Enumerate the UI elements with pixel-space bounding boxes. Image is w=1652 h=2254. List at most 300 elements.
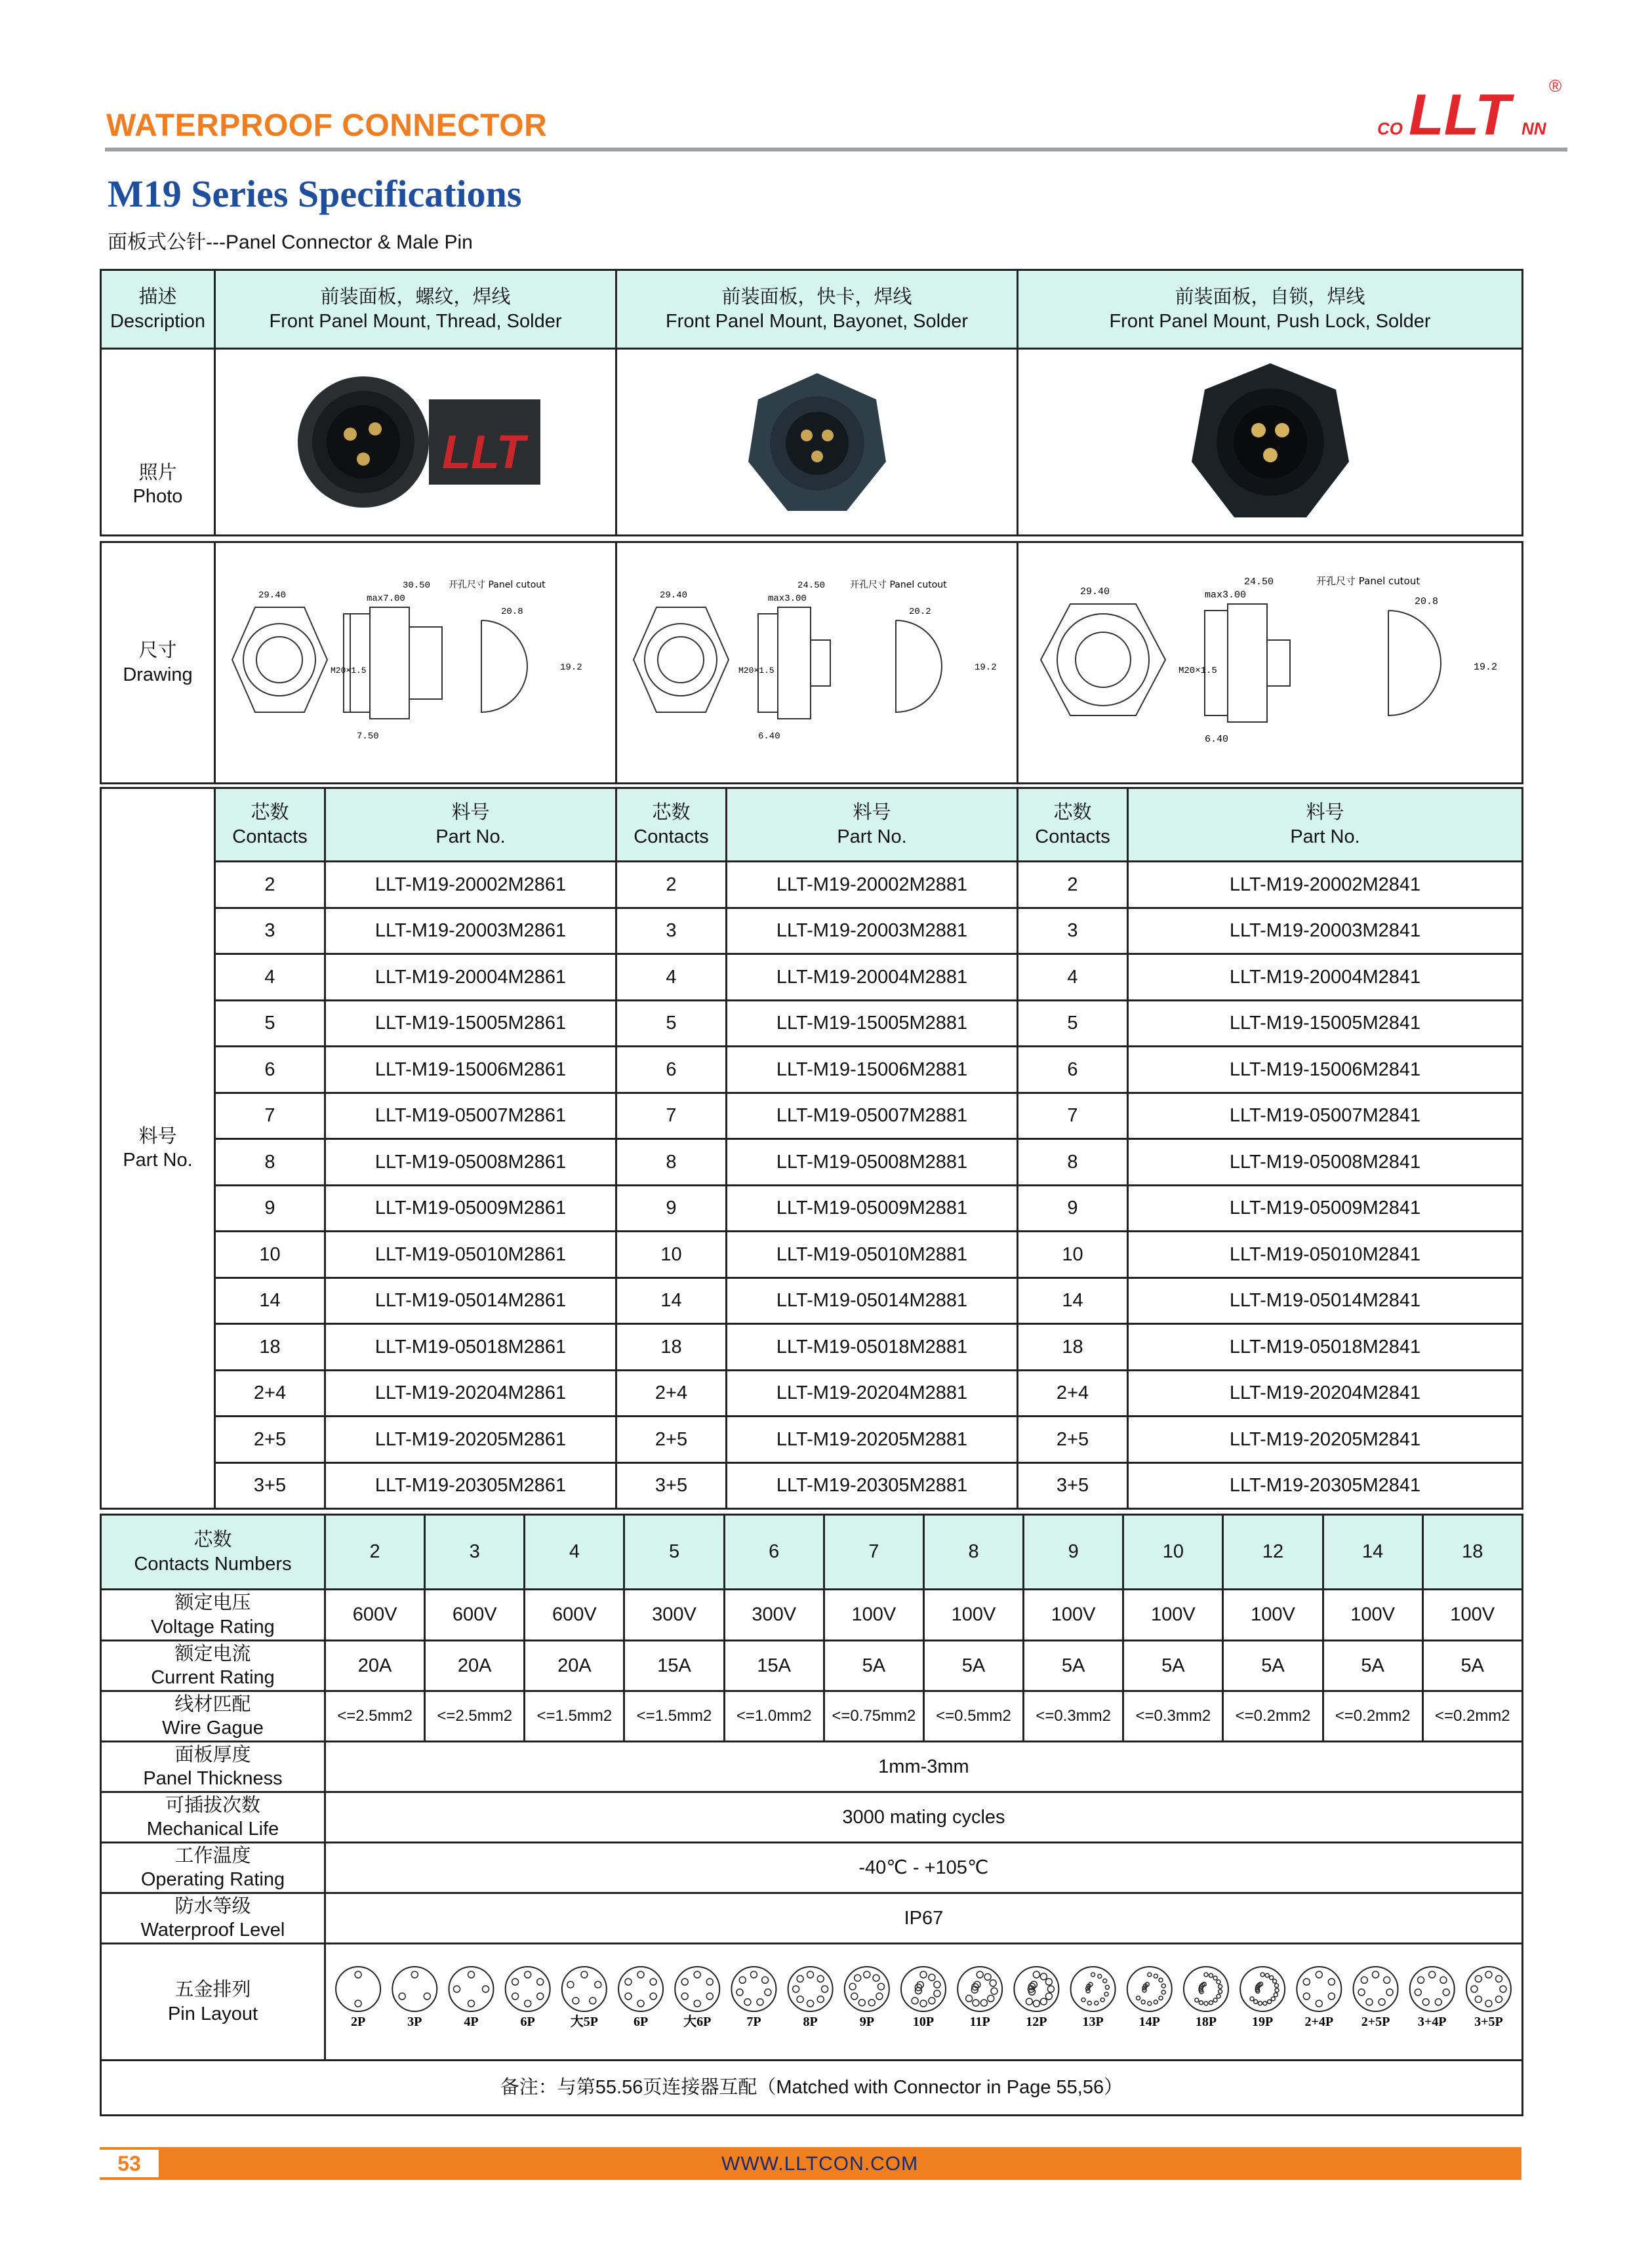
part-number-cell: LLT-M19-20204M2881: [727, 1370, 1018, 1417]
part-row: [101, 1462, 1523, 1509]
pin-dot: [934, 1990, 940, 1997]
part-row: [101, 1000, 1523, 1047]
pin-dot: [1471, 1986, 1478, 1992]
dim-7-50: 7.50: [356, 731, 379, 742]
pin-dot: [736, 1989, 743, 1996]
contacts-cell: 9: [215, 1185, 325, 1232]
part-number-cell: LLT-M19-05007M2861: [325, 1093, 616, 1139]
pin-dot: [1209, 2001, 1213, 2005]
contacts-numbers-value: 5: [624, 1515, 724, 1590]
wire-gauge-value: <=0.3mm2: [1024, 1691, 1123, 1742]
pin-dot: [977, 1971, 984, 1978]
part-number-cell: LLT-M19-05018M2841: [1128, 1324, 1523, 1371]
pin-layout-label: 3P: [407, 2014, 422, 2029]
contacts-cell: 4: [215, 954, 325, 1001]
pin-dot: [1154, 2000, 1158, 2004]
panel-thickness-value: 1mm-3mm: [325, 1742, 1523, 1792]
wire-gauge-value: <=2.5mm2: [425, 1691, 525, 1742]
voltage-rating-value: 600V: [325, 1590, 425, 1641]
pin-dot: [851, 1993, 858, 2000]
part-number-cell: LLT-M19-20004M2861: [325, 954, 616, 1001]
pin-dot: [355, 1971, 362, 1978]
part-row: [101, 1047, 1523, 1093]
pin-dot: [1276, 1988, 1279, 1992]
part-number-cell: LLT-M19-15005M2861: [325, 1000, 616, 1047]
pin-layout-outline: [675, 1967, 720, 2011]
contacts-cell: 2+5: [215, 1417, 325, 1463]
contacts-cell: 3+5: [215, 1462, 325, 1509]
pin-dot: [1476, 1996, 1482, 2002]
pin-layout-outline: [1466, 1967, 1511, 2011]
pin-dot: [625, 1979, 632, 1985]
pin-dot: [1103, 1979, 1107, 1982]
pin-dot: [1259, 2002, 1262, 2005]
part-row: [101, 1139, 1523, 1186]
part-row: [101, 862, 1523, 908]
pin-dot: [1142, 2000, 1146, 2004]
drawing-thread-svg: [219, 548, 613, 771]
pin-layout-item: [393, 1967, 437, 2029]
part-number-cell: LLT-M19-05009M2841: [1128, 1185, 1523, 1232]
pin-layout-outline: [449, 1967, 494, 2011]
contacts-cell: 2: [1018, 862, 1128, 908]
voltage-rating-value: 100V: [1323, 1590, 1422, 1641]
voltage-rating-value: 100V: [1024, 1590, 1123, 1641]
pin-dot: [1359, 1989, 1365, 1996]
pin-dot: [765, 1989, 771, 1996]
part-number-cell: LLT-M19-05008M2861: [325, 1139, 616, 1186]
pin-dot: [869, 2000, 876, 2006]
part-no-header: 料号 Part No.: [727, 788, 1018, 862]
part-number-cell: LLT-M19-20003M2881: [727, 908, 1018, 954]
ratings-table: [100, 1514, 1523, 2116]
pin-dot: [1418, 1977, 1424, 1983]
pin-dot: [512, 1993, 519, 2000]
wire-gauge-value: <=1.5mm2: [624, 1691, 724, 1742]
wire-gauge-label: 线材匹配 Wire Gague: [101, 1691, 325, 1742]
panel-cutout-label: 开孔尺寸 Panel cutout: [1316, 574, 1420, 587]
wire-gauge-value: <=1.5mm2: [525, 1691, 624, 1742]
pin-layout-label: 五金排列 Pin Layout: [101, 1944, 325, 2061]
pin-layout-item: [958, 1967, 1003, 2029]
part-number-cell: LLT-M19-05014M2881: [727, 1278, 1018, 1324]
wire-gauge-value: <=0.5mm2: [923, 1691, 1023, 1742]
pin-dot: [1261, 1973, 1265, 1977]
dim-thread: M20×1.5: [1178, 665, 1217, 676]
contacts-cell: 14: [1018, 1278, 1128, 1324]
header-rule: [105, 148, 1567, 151]
part-number-cell: LLT-M19-20004M2881: [727, 954, 1018, 1001]
pin-dot: [1384, 1977, 1390, 1983]
wire-gauge-value: <=2.5mm2: [325, 1691, 425, 1742]
pin-layout-label: 3+5P: [1474, 2014, 1504, 2029]
photo-thread: [215, 349, 616, 536]
pin-dot: [1091, 1973, 1095, 1977]
part-number-cell: LLT-M19-20002M2841: [1128, 862, 1523, 908]
pin-dot: [1199, 2001, 1203, 2005]
part-number-cell: LLT-M19-20305M2861: [325, 1462, 616, 1509]
current-rating-value: 20A: [525, 1641, 624, 1691]
pin-dot: [1098, 1974, 1102, 1978]
part-row: [101, 1324, 1523, 1371]
pin-dot: [1217, 1994, 1220, 1998]
part-number-cell: LLT-M19-15006M2841: [1128, 1047, 1523, 1093]
part-number-cell: LLT-M19-05018M2861: [325, 1324, 616, 1371]
pin-dot: [1148, 1973, 1152, 1977]
part-number-cell: LLT-M19-20004M2841: [1128, 954, 1523, 1001]
contacts-numbers-value: 8: [923, 1515, 1023, 1590]
contacts-cell: 9: [1018, 1185, 1128, 1232]
pin-layout-outline: [901, 1967, 946, 2011]
drawing-table: [100, 541, 1523, 784]
contacts-numbers-value: 9: [1024, 1515, 1123, 1590]
pin-dot: [793, 1986, 799, 1992]
pin-dot: [1304, 1993, 1310, 2000]
contacts-header: 芯数 Contacts: [1018, 788, 1128, 862]
pin-layout-label: 4P: [464, 2014, 479, 2029]
pin-dot: [567, 1981, 574, 1988]
pin-dot: [707, 1993, 714, 2000]
drawing-bayonet: [616, 542, 1018, 784]
pin-dot: [985, 1973, 992, 1980]
pin-dot: [876, 1993, 883, 2000]
pin-layout-outline: [336, 1967, 381, 2011]
pin-dot: [990, 1980, 997, 1986]
pin-layout-outline: [1127, 1967, 1172, 2011]
logo-suffix: NN: [1521, 119, 1546, 138]
pin-dot: [1219, 1990, 1222, 1994]
header-title: WATERPROOF CONNECTOR: [106, 108, 548, 143]
waterproof-level-label: 防水等级 Waterproof Level: [101, 1893, 325, 1944]
wire-gauge-value: <=0.3mm2: [1123, 1691, 1223, 1742]
pin-layout-outline: [562, 1967, 607, 2011]
pin-layout-item: [732, 1967, 776, 2029]
pin-dot: [525, 1971, 531, 1978]
dim-thread: M20×1.5: [330, 665, 367, 675]
contacts-cell: 8: [616, 1139, 727, 1186]
part-number-cell: LLT-M19-05010M2841: [1128, 1232, 1523, 1278]
pin-layout-svg: [330, 1946, 1517, 2051]
pin-dot: [1105, 1992, 1109, 1996]
pin-layout-item: [1241, 1967, 1285, 2029]
pin-dot: [1496, 1975, 1502, 1982]
part-number-cell: LLT-M19-15006M2881: [727, 1047, 1018, 1093]
pin-dot: [1268, 2000, 1272, 2003]
pin-layout-label: 8P: [803, 2014, 818, 2029]
drawing-bayonet-svg: [620, 548, 1014, 771]
contacts-header: 芯数 Contacts: [616, 788, 727, 862]
pin-dot: [1250, 1997, 1254, 2001]
pin-dot: [468, 1971, 475, 1978]
pin-dot: [1195, 1998, 1199, 2002]
part-row: [101, 908, 1523, 954]
part-number-cell: LLT-M19-20002M2881: [727, 862, 1018, 908]
pin-layout-outline: [788, 1967, 833, 2011]
photo-push-lock: [1018, 349, 1523, 536]
voltage-rating-value: 100V: [824, 1590, 923, 1641]
part-number-cell: LLT-M19-05007M2841: [1128, 1093, 1523, 1139]
pin-dot: [1304, 1979, 1310, 1985]
current-rating-value: 5A: [923, 1641, 1023, 1691]
current-rating-value: 15A: [724, 1641, 824, 1691]
pin-dot: [1041, 1998, 1047, 2005]
dim-29-40: 29.40: [659, 590, 687, 601]
contacts-numbers-value: 10: [1123, 1515, 1223, 1590]
connector-bayonet-photo: [666, 363, 968, 521]
pin-layout-outline: [506, 1967, 550, 2011]
connector-push-lock-photo: [1119, 357, 1421, 527]
part-row: [101, 1370, 1523, 1417]
pin-dot: [1263, 2002, 1267, 2005]
pin-dot: [1440, 1977, 1447, 1983]
pin-layout-item: [675, 1967, 720, 2029]
pin-dot: [1429, 1971, 1436, 1978]
pin-dot: [399, 1993, 406, 2000]
pin-layout-outline: [1297, 1967, 1342, 2011]
contacts-cell: 2+4: [1018, 1370, 1128, 1417]
dim-29-40: 29.40: [1079, 586, 1110, 597]
pin-dot: [1046, 1993, 1053, 2000]
current-rating-value: 20A: [425, 1641, 525, 1691]
wire-gauge-value: <=0.2mm2: [1422, 1691, 1522, 1742]
dim-cut-height: 19.2: [1473, 661, 1497, 673]
pin-dot: [1485, 2000, 1492, 2007]
pin-dot: [1272, 1997, 1276, 2001]
description-thread: 前装面板，螺纹，焊线 Front Panel Mount, Thread, Solder: [215, 270, 616, 349]
pin-dot: [695, 2000, 701, 2007]
page-number: 53: [100, 2150, 159, 2177]
part-number-cell: LLT-M19-20205M2881: [727, 1417, 1018, 1463]
part-row: [101, 954, 1523, 1001]
pin-dot: [762, 1977, 769, 1983]
part-number-cell: LLT-M19-05009M2881: [727, 1185, 1018, 1232]
mechanical-life-label: 可插拔次数 Mechanical Life: [101, 1792, 325, 1843]
pin-layout-outline: [958, 1967, 1003, 2011]
contacts-numbers-value: 3: [425, 1515, 525, 1590]
dim-max3: max3.00: [767, 593, 807, 604]
wire-gauge-value: <=1.0mm2: [724, 1691, 824, 1742]
pin-layout-label: 2+4P: [1304, 2014, 1334, 2029]
pin-dot: [1204, 2002, 1208, 2005]
pin-dot: [973, 2000, 979, 2006]
contacts-cell: 14: [215, 1278, 325, 1324]
pin-dot: [757, 1999, 763, 2005]
pin-layout-outline: [1015, 1967, 1059, 2011]
part-number-cell: LLT-M19-05014M2841: [1128, 1278, 1523, 1324]
dim-cut-width: 20.8: [500, 606, 523, 617]
pin-dot: [1214, 1998, 1218, 2002]
current-rating-value: 5A: [1323, 1641, 1422, 1691]
contacts-cell: 2: [616, 862, 727, 908]
pin-dot: [1204, 1973, 1208, 1977]
pin-dot: [929, 1998, 935, 2004]
pin-dot: [537, 1979, 544, 1985]
part-number-cell: LLT-M19-15005M2841: [1128, 1000, 1523, 1047]
pin-dot: [355, 2000, 362, 2007]
voltage-rating-value: 100V: [923, 1590, 1023, 1641]
contacts-cell: 4: [1018, 954, 1128, 1001]
llt-logo: [1377, 72, 1567, 144]
mechanical-life-value: 3000 mating cycles: [325, 1792, 1523, 1843]
current-rating-value: 5A: [1123, 1641, 1223, 1691]
pin-dot: [920, 1971, 927, 1978]
contacts-cell: 7: [616, 1093, 727, 1139]
contacts-cell: 5: [616, 1000, 727, 1047]
pin-layout-item: [1071, 1967, 1116, 2029]
logo-prefix: CO: [1377, 119, 1403, 138]
part-number-cell: LLT-M19-05007M2881: [727, 1093, 1018, 1139]
pin-dot: [1046, 1979, 1053, 1985]
panel-cutout-label: 开孔尺寸 Panel cutout: [448, 579, 546, 590]
pin-dot: [1316, 2000, 1323, 2007]
pin-layout-item: [1410, 1967, 1455, 2029]
dim-30-50: 30.50: [402, 580, 430, 591]
drawing-push-lock-svg: [1021, 548, 1520, 771]
part-row: [101, 1093, 1523, 1139]
pin-layout-label: 2P: [351, 2014, 366, 2029]
panel-cutout-label: 开孔尺寸 Panel cutout: [849, 579, 947, 590]
pin-dot: [590, 1998, 596, 2004]
contacts-cell: 18: [616, 1324, 727, 1371]
contacts-numbers-value: 6: [724, 1515, 824, 1590]
subtitle: 面板式公针---Panel Connector & Male Pin: [108, 231, 473, 253]
pin-layout-label: 7P: [746, 2014, 761, 2029]
contacts-cell: 8: [215, 1139, 325, 1186]
pin-layout-item: [1354, 1967, 1398, 2029]
pin-dot: [1373, 1971, 1379, 1978]
voltage-rating-value: 100V: [1422, 1590, 1522, 1641]
pin-layout-item: [618, 1967, 663, 2029]
connector-thread-photo: [265, 363, 567, 521]
photo-bayonet: [616, 349, 1018, 536]
contacts-header: 芯数 Contacts: [215, 788, 325, 862]
contacts-cell: 5: [1018, 1000, 1128, 1047]
contacts-numbers-value: 18: [1422, 1515, 1522, 1590]
part-number-cell: LLT-M19-20003M2861: [325, 908, 616, 954]
note: 备注：与第55.56页连接器互配（Matched with Connector in Page 55,56）: [101, 2061, 1523, 2116]
pin-dot: [1366, 1999, 1373, 2005]
contacts-cell: 3: [616, 908, 727, 954]
pin-layout-label: 19P: [1252, 2014, 1274, 2029]
pin-dot: [1081, 1998, 1085, 2002]
wire-gauge-value: <=0.2mm2: [1223, 1691, 1323, 1742]
voltage-rating-label: 额定电压 Voltage Rating: [101, 1590, 325, 1641]
contacts-cell: 9: [616, 1185, 727, 1232]
contacts-numbers-value: 7: [824, 1515, 923, 1590]
pin-dot: [651, 1993, 657, 2000]
pin-dot: [751, 1971, 757, 1978]
part-number-cell: LLT-M19-20205M2861: [325, 1417, 616, 1463]
pin-dot: [1254, 2000, 1258, 2003]
part-row: [101, 1417, 1523, 1463]
pin-dot: [1329, 1979, 1335, 1985]
part-number-cell: LLT-M19-05010M2881: [727, 1232, 1018, 1278]
contacts-numbers-value: 2: [325, 1515, 425, 1590]
dim-thread: M20×1.5: [738, 665, 775, 675]
contacts-numbers-value: 12: [1223, 1515, 1323, 1590]
logo-registered: ®: [1549, 76, 1562, 96]
dim-24-50: 24.50: [1243, 576, 1274, 588]
pin-dot: [454, 1986, 460, 1992]
pin-layout-label: 3+4P: [1418, 2014, 1447, 2029]
dim-cut-height: 19.2: [974, 662, 997, 673]
pin-dot: [807, 1971, 814, 1978]
contacts-cell: 3: [1018, 908, 1128, 954]
footer-url[interactable]: WWW.LLTCON.COM: [721, 2153, 919, 2175]
pin-layout-outline: [1184, 1967, 1228, 2011]
contacts-cell: 2: [215, 862, 325, 908]
pin-dot: [1095, 2001, 1098, 2005]
pin-dot: [537, 1993, 544, 2000]
pin-dot: [1361, 1977, 1368, 1983]
pin-dot: [818, 1996, 824, 2002]
pin-layout-label: 大5P: [571, 2014, 599, 2029]
contacts-cell: 2+4: [215, 1370, 325, 1417]
operating-temperature-label: 工作温度 Operating Rating: [101, 1843, 325, 1893]
pin-dot: [1034, 1971, 1040, 1978]
pin-layout-item: [788, 1967, 833, 2029]
pin-dot: [878, 1983, 885, 1990]
pin-layout-label: 13P: [1082, 2014, 1104, 2029]
pin-dot: [797, 1975, 804, 1982]
pin-layout-label: 9P: [860, 2014, 875, 2029]
pin-dot: [934, 1981, 940, 1988]
pin-layout-label: 2+5P: [1361, 2014, 1390, 2029]
pin-dot: [1137, 1996, 1140, 2000]
current-rating-value: 5A: [1422, 1641, 1522, 1691]
pin-layout-label: 12P: [1026, 2014, 1047, 2029]
drawing-label: 尺寸 Drawing: [101, 542, 215, 784]
dim-cut-height: 19.2: [559, 662, 582, 673]
pin-dot: [625, 1993, 632, 2000]
pin-dot: [1148, 2002, 1152, 2005]
photo-watermark-logo: LLT: [441, 426, 525, 479]
photo-label: 照片 Photo: [101, 349, 215, 536]
contacts-cell: 6: [1018, 1047, 1128, 1093]
pin-dot: [991, 1988, 997, 1994]
pin-dot: [988, 1995, 994, 2002]
pin-dot: [1476, 1975, 1482, 1982]
part-number-cell: LLT-M19-20003M2841: [1128, 908, 1523, 954]
dim-max7: max7.00: [366, 593, 405, 604]
part-number-cell: LLT-M19-20204M2841: [1128, 1370, 1523, 1417]
pin-dot: [573, 1998, 579, 2004]
pin-dot: [1379, 1999, 1386, 2005]
panel-thickness-label: 面板厚度 Panel Thickness: [101, 1742, 325, 1792]
part-number-cell: LLT-M19-20204M2861: [325, 1370, 616, 1417]
description-bayonet: 前装面板，快卡，焊线 Front Panel Mount, Bayonet, Solder: [616, 270, 1018, 349]
dim-max3: max3.00: [1204, 589, 1246, 601]
pin-dot: [1048, 1986, 1055, 1992]
pin-dot: [929, 1974, 935, 1981]
pin-dot: [1273, 1979, 1277, 1983]
pin-layout-item: [449, 1967, 494, 2029]
pin-dot: [1270, 1975, 1274, 1979]
pin-layout-item: [562, 1967, 607, 2029]
series-title: M19 Series Specifications: [108, 172, 522, 215]
description-label: 描述 Description: [101, 270, 215, 349]
pin-layout-label: 大6P: [683, 2014, 712, 2029]
pin-dot: [1443, 1989, 1450, 1996]
pin-dot: [1154, 1974, 1158, 1978]
pin-layout-item: [336, 1967, 381, 2029]
pin-dot: [807, 2000, 814, 2007]
pin-layout-label: 10P: [913, 2014, 935, 2029]
voltage-rating-value: 100V: [1123, 1590, 1223, 1641]
contacts-cell: 2+5: [616, 1417, 727, 1463]
pin-dot: [1041, 1973, 1047, 1980]
logo-text: LLT: [1409, 82, 1510, 144]
